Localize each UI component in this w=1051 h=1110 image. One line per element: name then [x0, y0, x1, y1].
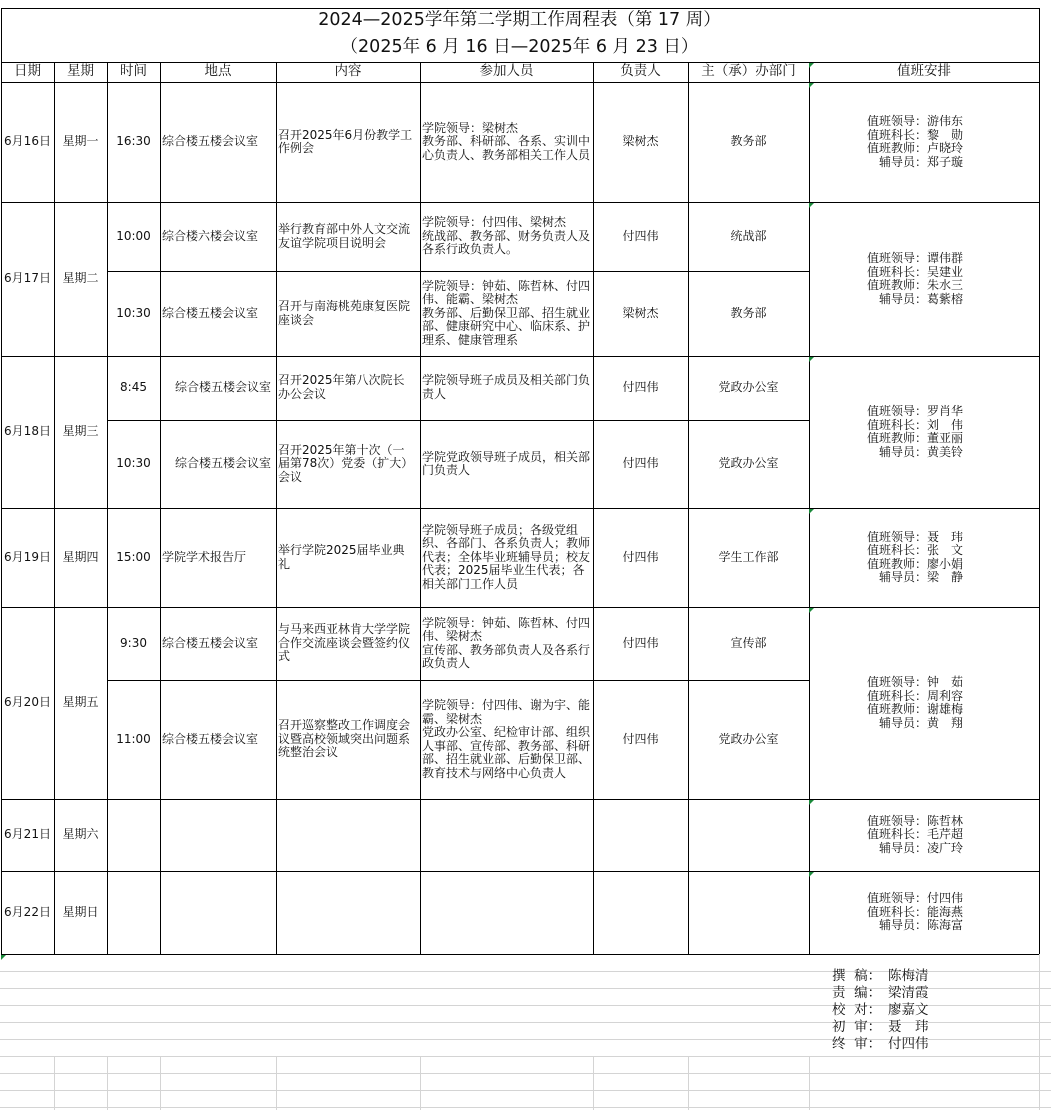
- duty-role: 值班科长：: [866, 417, 927, 432]
- credit-row: [832, 1019, 929, 1036]
- duty-person: 陈哲林: [927, 813, 964, 828]
- duty-person: 谭伟群: [927, 251, 964, 265]
- event-content: [276, 356, 420, 420]
- day-weekday-sun: 星期日: [62, 904, 99, 919]
- duty-schedule: [809, 508, 1039, 607]
- event-owner: 梁树杰: [622, 305, 659, 320]
- event-place: 综合楼五楼会议室: [174, 380, 271, 395]
- duty-role: 值班领导：: [866, 251, 927, 265]
- duty-person: 聂 玮: [927, 529, 964, 544]
- duty-row: [861, 115, 987, 129]
- event-attendees-text: 学院领导：付四伟、谢为宇、能霸、梁树杰 党政办公室、纪检审计部、组织人事部、宣传部、教务部、科研部、招生就业部、后勤保卫部、教育技术与网络中心负责人: [422, 698, 591, 780]
- duty-row: [861, 156, 987, 170]
- comment-marker-icon: [809, 63, 814, 68]
- header-owner: 负责人: [620, 63, 661, 80]
- comment-marker-icon: [809, 357, 814, 362]
- event-time: 9:30: [120, 635, 147, 650]
- duty-row: [861, 279, 987, 293]
- comment-marker-icon: [809, 203, 814, 208]
- day-weekday-wed: 星期三: [62, 424, 99, 439]
- event-place: 综合楼五楼会议室: [162, 635, 259, 650]
- event-attendees-text: 学院领导班子成员及相关部门负责人: [422, 373, 591, 401]
- duty-schedule: [809, 202, 1039, 356]
- duty-row: [861, 703, 987, 717]
- day-date-tue: 6月17日: [4, 271, 51, 286]
- duty-row: [861, 129, 987, 143]
- day-weekday-mon: 星期一: [62, 134, 99, 149]
- event-dept: 教务部: [730, 305, 767, 320]
- credit-role: 终 审：: [832, 1036, 882, 1052]
- day-weekday-tue: 星期二: [62, 271, 99, 286]
- duty-row: [861, 446, 987, 460]
- duty-row: [861, 142, 987, 156]
- event-time: 8:45: [120, 380, 147, 395]
- event-attendees: [420, 680, 593, 799]
- credit-role: 撰 稿：: [832, 968, 882, 984]
- event-dept: 教务部: [730, 134, 767, 149]
- comment-marker-icon: [809, 83, 814, 88]
- credit-role: 责 编：: [832, 985, 882, 1001]
- event-attendees-text: 学院领导：梁树杰 教务部、科研部、各系、实训中心负责人、教务部相关工作人员: [422, 120, 591, 162]
- duty-schedule: [809, 871, 1039, 954]
- duty-person: 黎 勋: [927, 127, 964, 142]
- duty-row: [861, 892, 987, 906]
- event-content-text: 召开2025年第十次（一届第78次）党委（扩大）会议: [278, 442, 414, 484]
- duty-schedule: [809, 82, 1039, 202]
- event-attendees: [420, 202, 593, 271]
- duty-person: 谢雄梅: [927, 702, 964, 716]
- duty-row: [861, 432, 987, 446]
- duty-person: 朱水三: [927, 278, 964, 292]
- duty-row: [861, 252, 987, 266]
- duty-role: 值班教师：: [866, 702, 927, 716]
- event-dept: 学生工作部: [718, 549, 779, 564]
- event-dept: 党政办公室: [718, 731, 779, 746]
- event-attendees: [420, 271, 593, 356]
- duty-role: 值班教师：: [866, 556, 927, 571]
- day-date-mon: 6月16日: [4, 134, 51, 149]
- duty-role: 辅导员：: [878, 291, 927, 306]
- duty-person: 罗肖华: [927, 404, 964, 418]
- event-attendees-text: 学院党政领导班子成员，相关部门负责人: [422, 449, 591, 477]
- duty-person: 刘 伟: [927, 417, 964, 432]
- duty-role: 值班教师：: [866, 278, 927, 292]
- credit-row: [832, 1002, 929, 1019]
- credit-name: 梁清霞: [888, 985, 929, 1001]
- event-owner: 付四伟: [622, 635, 659, 650]
- duty-role: 值班科长：: [866, 264, 927, 279]
- credit-row: [832, 1036, 929, 1053]
- duty-person: 凌广玲: [927, 840, 964, 855]
- event-owner: 付四伟: [622, 731, 659, 746]
- day-date-sun: 6月22日: [4, 904, 51, 919]
- event-attendees: [420, 82, 593, 202]
- event-content: [276, 420, 420, 508]
- duty-role: 值班科长：: [866, 827, 927, 842]
- event-owner: 付四伟: [622, 549, 659, 564]
- event-content-text: 召开巡察整改工作调度会议暨高校领域突出问题系统整治会议: [278, 718, 411, 760]
- day-date-fri: 6月20日: [4, 695, 51, 710]
- duty-role: 值班领导：: [866, 114, 927, 128]
- duty-row: [861, 690, 987, 704]
- event-place: 综合楼五楼会议室: [174, 456, 271, 471]
- duty-role: 值班领导：: [866, 404, 927, 418]
- comment-marker-icon: [809, 509, 814, 514]
- duty-role: 值班教师：: [866, 431, 927, 445]
- event-attendees: [420, 508, 593, 607]
- event-time: 15:00: [116, 549, 151, 564]
- credit-role: 初 审：: [832, 1019, 882, 1035]
- event-content: [276, 607, 420, 680]
- duty-role: 值班科长：: [866, 543, 927, 557]
- duty-row: [861, 919, 987, 933]
- event-content: [276, 82, 420, 202]
- duty-row: [861, 717, 987, 731]
- duty-schedule: [809, 799, 1039, 871]
- duty-person: 黄 翔: [927, 715, 964, 730]
- event-dept: 党政办公室: [718, 380, 779, 395]
- duty-row: [861, 531, 987, 545]
- duty-row: [861, 293, 987, 307]
- header-time: 时间: [120, 63, 147, 80]
- day-weekday-sat: 星期六: [62, 827, 99, 842]
- event-attendees-text: 学院领导：钟茹、陈哲林、付四伟、梁树杰 宣传部、教务部负责人及各系行政负责人: [422, 615, 591, 670]
- header-attendees: 参加人员: [479, 63, 534, 80]
- event-content-text: 召开与南海桃苑康复医院座谈会: [278, 299, 411, 327]
- credit-name: 廖嘉文: [888, 1002, 929, 1018]
- header-content: 内容: [334, 63, 362, 80]
- event-content: [276, 680, 420, 799]
- event-attendees: [420, 356, 593, 420]
- duty-schedule: [809, 356, 1039, 508]
- duty-role: 值班科长：: [866, 127, 927, 142]
- event-place: 综合楼五楼会议室: [162, 731, 259, 746]
- event-content: [276, 271, 420, 356]
- duty-row: [861, 571, 987, 585]
- duty-person: 张 文: [927, 543, 964, 557]
- day-date-thu: 6月19日: [4, 549, 51, 564]
- header-place: 地点: [204, 63, 232, 80]
- event-owner: 付四伟: [622, 456, 659, 471]
- comment-marker-icon: [1, 955, 6, 960]
- duty-person: 葛紫榕: [927, 291, 964, 306]
- duty-role: 辅导员：: [878, 840, 927, 855]
- duty-row: [861, 676, 987, 690]
- schedule-title: 2024—2025学年第二学期工作周程表（第 17 周）: [318, 10, 721, 30]
- duty-role: 辅导员：: [878, 918, 927, 933]
- duty-person: 郑子璇: [927, 154, 964, 169]
- header-weekday: 星期: [67, 63, 94, 80]
- credit-name: 陈梅清: [888, 968, 929, 984]
- event-content-text: 举行学院2025届毕业典礼: [278, 543, 405, 571]
- schedule-subtitle: （2025年 6 月 16 日—2025年 6 月 23 日）: [340, 37, 699, 57]
- duty-row: [861, 266, 987, 280]
- event-attendees-text: 学院领导班子成员；各级党组织、各部门、各系负责人；教师代表；全体毕业班辅导员；校友代表；2025届毕业生代表；各相关部门工作人员: [422, 522, 591, 591]
- header-date: 日期: [14, 63, 41, 80]
- duty-row: [861, 828, 987, 842]
- event-content: [276, 202, 420, 271]
- duty-person: 梁 静: [927, 570, 964, 584]
- day-date-sat: 6月21日: [4, 827, 51, 842]
- duty-person: 周利容: [927, 688, 964, 703]
- duty-person: 黄美铃: [927, 444, 964, 459]
- event-place: 综合楼六楼会议室: [162, 228, 259, 243]
- event-content-text: 召开2025年6月份教学工作例会: [278, 127, 413, 155]
- duty-person: 董亚丽: [927, 431, 964, 445]
- duty-role: 值班领导：: [866, 891, 927, 906]
- event-attendees-text: 学院领导：钟茹、陈哲林、付四伟、能霸、梁树杰 教务部、后勤保卫部、招生就业部、健康研究中心、临床系、护理系、健康管理系: [422, 278, 591, 347]
- duty-person: 钟 茹: [927, 675, 964, 689]
- event-dept: 统战部: [730, 228, 767, 243]
- duty-person: 卢晓玲: [927, 141, 964, 155]
- duty-role: 值班科长：: [866, 688, 927, 703]
- event-content-text: 召开2025年第八次院长办公会议: [278, 373, 405, 401]
- duty-role: 辅导员：: [878, 444, 927, 459]
- duty-role: 辅导员：: [878, 570, 927, 584]
- event-time: 10:30: [116, 305, 151, 320]
- event-owner: 付四伟: [622, 380, 659, 395]
- event-attendees: [420, 420, 593, 508]
- event-dept: 宣传部: [730, 635, 767, 650]
- event-content-text: 举行教育部中外人文交流友谊学院项目说明会: [278, 222, 411, 250]
- event-time: 10:30: [116, 456, 151, 471]
- event-time: 11:00: [116, 731, 151, 746]
- day-weekday-thu: 星期四: [62, 549, 99, 564]
- duty-role: 值班领导：: [866, 813, 927, 828]
- event-attendees-text: 学院领导：付四伟、梁树杰 统战部、教务部、财务负责人及各系行政负责人。: [422, 215, 591, 257]
- duty-role: 值班教师：: [866, 141, 927, 155]
- event-owner: 梁树杰: [622, 134, 659, 149]
- duty-role: 辅导员：: [878, 154, 927, 169]
- credit-row: [832, 968, 929, 985]
- duty-role: 辅导员：: [878, 715, 927, 730]
- duty-person: 游伟东: [927, 114, 964, 128]
- event-content-text: 与马来西亚林肯大学学院合作交流座谈会暨签约仪式: [278, 622, 411, 664]
- event-dept: 党政办公室: [718, 456, 779, 471]
- editorial-credits: [832, 968, 929, 1053]
- duty-row: [861, 558, 987, 572]
- duty-person: 付四伟: [927, 891, 964, 906]
- event-place: 综合楼五楼会议室: [162, 305, 259, 320]
- duty-row: [861, 544, 987, 558]
- duty-row: [861, 842, 987, 856]
- comment-marker-icon: [809, 608, 814, 613]
- event-place: 学院学术报告厅: [162, 549, 247, 564]
- duty-person: 能海燕: [927, 904, 964, 919]
- day-date-wed: 6月18日: [4, 424, 51, 439]
- event-time: 16:30: [116, 134, 151, 149]
- duty-role: 值班领导：: [866, 529, 927, 544]
- duty-person: 吴建业: [927, 264, 964, 279]
- event-owner: 付四伟: [622, 228, 659, 243]
- duty-role: 值班科长：: [866, 904, 927, 919]
- credit-name: 聂 玮: [888, 1019, 929, 1035]
- credit-row: [832, 985, 929, 1002]
- duty-person: 毛芹超: [927, 827, 964, 842]
- duty-role: 值班领导：: [866, 675, 927, 689]
- duty-person: 廖小娟: [927, 556, 964, 571]
- header-dept: 主（承）办部门: [701, 63, 796, 80]
- day-weekday-fri: 星期五: [62, 695, 99, 710]
- credit-name: 付四伟: [888, 1036, 929, 1052]
- duty-person: 陈海富: [927, 918, 964, 933]
- comment-marker-icon: [809, 872, 814, 877]
- event-place: 综合楼五楼会议室: [162, 134, 259, 149]
- comment-marker-icon: [809, 800, 814, 805]
- header-duty: 值班安排: [897, 63, 951, 80]
- duty-row: [861, 419, 987, 433]
- event-attendees: [420, 607, 593, 680]
- event-time: 10:00: [116, 228, 151, 243]
- duty-row: [861, 405, 987, 419]
- credit-role: 校 对：: [832, 1002, 882, 1018]
- event-content: [276, 508, 420, 607]
- duty-schedule: [809, 607, 1039, 799]
